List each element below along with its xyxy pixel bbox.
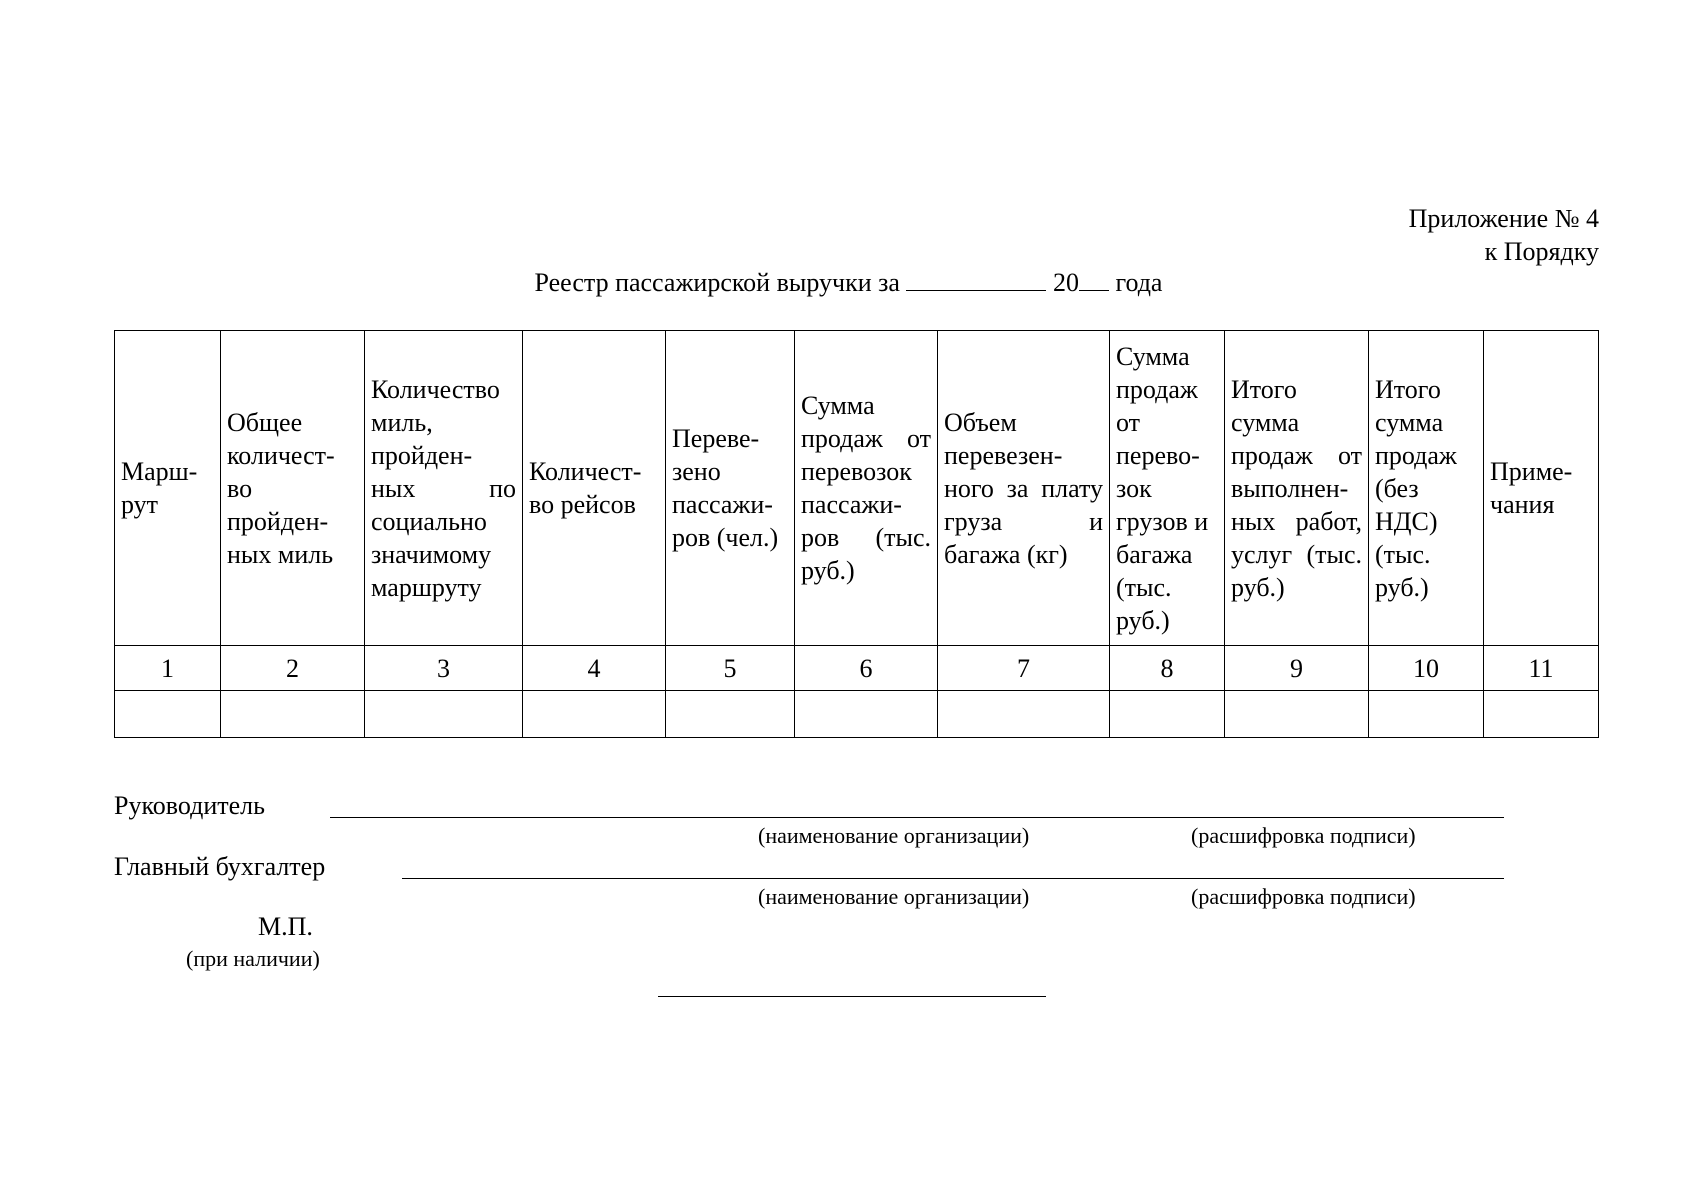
column-number: 1 <box>115 646 221 691</box>
appendix-reference: к Порядку <box>1484 237 1599 266</box>
head-decode-caption: (расшифровка подписи) <box>1191 823 1416 848</box>
head-label: Руководитель <box>114 791 265 820</box>
stamp-label: М.П. <box>258 912 313 941</box>
head-signature-line[interactable] <box>330 817 1504 818</box>
column-number: 10 <box>1369 646 1484 691</box>
bottom-signature-line[interactable] <box>658 996 1046 997</box>
data-row <box>115 691 1599 738</box>
appendix-number: Приложение № 4 <box>1408 204 1599 233</box>
data-cell[interactable] <box>523 691 666 738</box>
header-cell: Марш-рут <box>115 331 221 646</box>
header-row <box>115 331 1599 646</box>
chief-org-caption: (наименование организации) <box>758 884 1030 909</box>
period-blank[interactable] <box>906 266 1046 291</box>
header-cell: Количест-во рейсов <box>523 331 666 646</box>
chief-accountant-signature-line[interactable] <box>402 878 1504 879</box>
header-cell: Количество миль, пройден-ных по социально значимому маршруту <box>365 331 523 646</box>
title-prefix: Реестр пассажирской выручки за <box>534 268 900 297</box>
chief-accountant-label: Главный бухгалтер <box>114 852 326 881</box>
chief-decode-caption: (расшифровка подписи) <box>1191 884 1416 909</box>
column-number-row <box>115 646 1599 691</box>
data-cell[interactable] <box>1110 691 1225 738</box>
column-number: 7 <box>938 646 1110 691</box>
header-cell: Переве-зено пассажи-ров (чел.) <box>666 331 795 646</box>
column-number: 9 <box>1225 646 1369 691</box>
column-number: 2 <box>221 646 365 691</box>
header-cell: Приме-чания <box>1484 331 1599 646</box>
data-cell[interactable] <box>938 691 1110 738</box>
header-cell: Общее количест-во пройден-ных миль <box>221 331 365 646</box>
head-org-caption: (наименование организации) <box>758 823 1030 848</box>
data-cell[interactable] <box>666 691 795 738</box>
column-number: 3 <box>365 646 523 691</box>
data-cell[interactable] <box>365 691 523 738</box>
data-cell[interactable] <box>795 691 938 738</box>
data-cell[interactable] <box>1369 691 1484 738</box>
header-cell: Итого сумма продаж (без НДС) (тыс. руб.) <box>1369 331 1484 646</box>
document-title <box>0 266 1697 299</box>
title-year-prefix: 20 <box>1052 268 1079 297</box>
header-cell: Итого сумма продаж от выполнен-ных работ, услуг (тыс. руб.) <box>1225 331 1369 646</box>
data-cell[interactable] <box>221 691 365 738</box>
header-cell: Сумма продаж от перево-зок грузов и багажа (тыс. руб.) <box>1110 331 1225 646</box>
header-cell: Объем перевезен-ного за плату груза и багажа (кг) <box>938 331 1110 646</box>
column-number: 6 <box>795 646 938 691</box>
appendix-heading <box>1409 202 1599 268</box>
column-number: 8 <box>1110 646 1225 691</box>
data-cell[interactable] <box>1225 691 1369 738</box>
revenue-register-table <box>114 330 1599 738</box>
header-cell: Сумма продаж от перевозок пассажи-ров (тыс. руб.) <box>795 331 938 646</box>
title-suffix: года <box>1115 268 1163 297</box>
data-cell[interactable] <box>115 691 221 738</box>
data-cell[interactable] <box>1484 691 1599 738</box>
column-number: 4 <box>523 646 666 691</box>
column-number: 5 <box>666 646 795 691</box>
stamp-note: (при наличии) <box>186 946 320 971</box>
year-blank[interactable] <box>1079 266 1109 291</box>
column-number: 11 <box>1484 646 1599 691</box>
